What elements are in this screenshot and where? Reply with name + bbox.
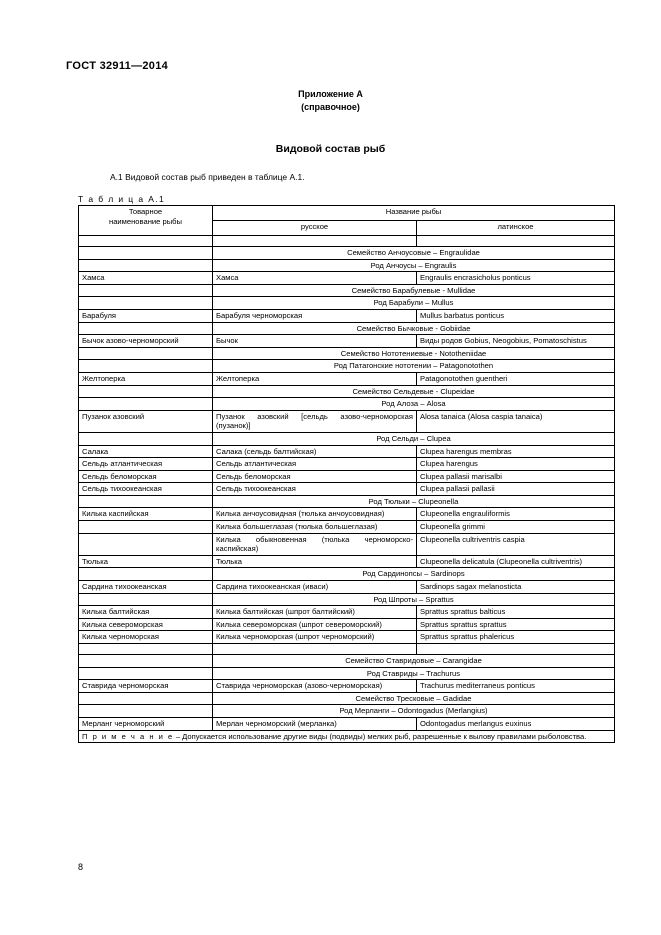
table-row-group (79, 593, 615, 606)
cell-trade-name (79, 322, 213, 335)
table-row (79, 272, 615, 285)
cell-latin-name (417, 644, 615, 655)
header-cell-russian: русское (213, 221, 417, 236)
cell-latin-name: Clupea harengus membras (417, 445, 615, 458)
table-row (79, 717, 615, 730)
table-note-row (79, 730, 615, 743)
cell-trade-name: Бычок азово-черноморский (79, 335, 213, 348)
cell-russian-name: Сельдь беломорская (213, 470, 417, 483)
table-row-group (79, 667, 615, 680)
note-label: П р и м е ч а н и е (82, 731, 174, 741)
header-cell-latin: латинское (417, 221, 615, 236)
cell-latin-name: Clupeonella engrauliformis (417, 508, 615, 521)
cell-genus-group: Род Патагонские нототении – Patagonotothen (213, 360, 615, 373)
page-title: Видовой состав рыб (275, 143, 386, 155)
cell-russian-name: Килька большеглазая (тюлька большеглазая) (213, 521, 417, 534)
table-row-group (79, 284, 615, 297)
cell-russian-name: Килька обыкновенная (тюлька черноморско-каспийская) (213, 533, 417, 555)
cell-trade-name (79, 692, 213, 705)
cell-latin-name: Sardinops sagax melanosticta (417, 581, 615, 594)
cell-latin-name: Patagonotothen guentheri (417, 372, 615, 385)
table-row-group (79, 360, 615, 373)
table-row-group (79, 705, 615, 718)
table-row (79, 680, 615, 693)
cell-latin-name (417, 236, 615, 247)
cell-latin-name: Clupeonella delicatula (Clupeonella cultriventris) (417, 555, 615, 568)
cell-russian-name: Тюлька (213, 555, 417, 568)
intro-paragraph: А.1 Видовой состав рыб приведен в таблице А.1. (110, 172, 305, 182)
cell-trade-name: Барабуля (79, 309, 213, 322)
cell-genus-group: Род Анчоусы – Engraulis (213, 259, 615, 272)
cell-family-group: Семейство Нототениевые - Nototheniidae (213, 347, 615, 360)
table-row (79, 445, 615, 458)
cell-trade-name: Пузанок азовский (79, 410, 213, 432)
table-caption: Т а б л и ц а А.1 (78, 194, 166, 204)
cell-trade-name (79, 705, 213, 718)
cell-russian-name: Килька балтийская (шпрот балтийский) (213, 606, 417, 619)
table-row-group (79, 297, 615, 310)
table-row (79, 458, 615, 471)
cell-trade-name: Желтоперка (79, 372, 213, 385)
table-row (79, 483, 615, 496)
table-row-group (79, 432, 615, 445)
appendix-kind: (справочное) (301, 102, 360, 112)
cell-trade-name: Килька каспийская (79, 508, 213, 521)
header-trade-line2: наименование рыбы (109, 216, 182, 226)
fish-species-table (78, 205, 615, 743)
table-row-group (79, 398, 615, 411)
table-row-group (79, 692, 615, 705)
table-row (79, 335, 615, 348)
cell-trade-name: Тюлька (79, 555, 213, 568)
cell-trade-name (79, 284, 213, 297)
cell-latin-name: Clupeonella grimmi (417, 521, 615, 534)
cell-russian-name: Сельдь тихоокеанская (213, 483, 417, 496)
cell-family-group: Семейство Бычковые - Gobiidae (213, 322, 615, 335)
cell-trade-name (79, 432, 213, 445)
cell-russian-name: Хамса (213, 272, 417, 285)
cell-latin-name: Sprattus sprattus phalericus (417, 631, 615, 644)
cell-russian-name: Килька североморская (шпрот североморский) (213, 618, 417, 631)
cell-genus-group: Род Мерланги – Odontogadus (Merlangius) (213, 705, 615, 718)
cell-trade-name (79, 667, 213, 680)
table-row-group (79, 347, 615, 360)
cell-trade-name (79, 347, 213, 360)
cell-russian-name: Барабуля черноморская (213, 309, 417, 322)
table-row-group (79, 247, 615, 260)
cell-genus-group: Род Ставриды – Trachurus (213, 667, 615, 680)
cell-family-group: Семейство Тресковые – Gadidae (213, 692, 615, 705)
table-row-group (79, 385, 615, 398)
cell-trade-name: Салака (79, 445, 213, 458)
cell-latin-name: Clupea pallasii pallasii (417, 483, 615, 496)
cell-russian-name: Килька анчоусовидная (тюлька анчоусовидная) (213, 508, 417, 521)
cell-russian-name: Ставрида черноморская (азово-черноморская) (213, 680, 417, 693)
table-row (79, 372, 615, 385)
cell-trade-name (79, 593, 213, 606)
table-row (79, 470, 615, 483)
cell-trade-name: Хамса (79, 272, 213, 285)
cell-trade-name (79, 259, 213, 272)
cell-trade-name (79, 655, 213, 668)
cell-family-group: Семейство Анчоусовые – Engraulidae (213, 247, 615, 260)
cell-note (79, 730, 615, 743)
table-row (79, 533, 615, 555)
cell-russian-name: Сельдь атлантическая (213, 458, 417, 471)
table-row (79, 581, 615, 594)
cell-russian-name: Желтоперка (213, 372, 417, 385)
cell-trade-name: Килька балтийская (79, 606, 213, 619)
table-row-group (79, 568, 615, 581)
cell-russian-name: Салака (сельдь балтийская) (213, 445, 417, 458)
cell-trade-name (79, 297, 213, 310)
cell-latin-name: Clupea harengus (417, 458, 615, 471)
cell-latin-name: Alosa tanaica (Alosa caspia tanaica) (417, 410, 615, 432)
cell-russian-name: Мерлан черноморский (мерланка) (213, 717, 417, 730)
header-cell-fish-name: Название рыбы (213, 206, 615, 221)
table-row (79, 644, 615, 655)
cell-latin-name: Mullus barbatus ponticus (417, 309, 615, 322)
table-row (79, 236, 615, 247)
cell-russian-name: Пузанок азовский [сельдь азово-черноморская (пузанок)] (213, 410, 417, 432)
cell-trade-name: Сельдь тихоокеанская (79, 483, 213, 496)
table-header (79, 206, 615, 236)
cell-trade-name (79, 385, 213, 398)
cell-family-group: Семейство Ставридовые – Carangidae (213, 655, 615, 668)
header-trade-line1: Товарное (128, 207, 163, 216)
cell-trade-name: Килька североморская (79, 618, 213, 631)
cell-trade-name (79, 398, 213, 411)
cell-latin-name: Виды родов Gobius, Neogobius, Pomatoschistus (417, 335, 615, 348)
cell-genus-group: Род Сельди – Clupea (213, 432, 615, 445)
appendix-label: Приложение А (298, 89, 363, 99)
table-body (79, 236, 615, 743)
cell-family-group: Семейство Барабулевые - Mullidae (213, 284, 615, 297)
cell-genus-group: Род Сардинопсы – Sardinops (213, 568, 615, 581)
cell-trade-name (79, 568, 213, 581)
cell-latin-name: Odontogadus merlangus euxinus (417, 717, 615, 730)
table-row (79, 521, 615, 534)
cell-trade-name (79, 644, 213, 655)
cell-genus-group: Род Алоза – Alosa (213, 398, 615, 411)
header-cell-trade-name (79, 206, 213, 236)
cell-genus-group: Род Шпроты – Sprattus (213, 593, 615, 606)
table-row-group (79, 322, 615, 335)
table-row-group (79, 259, 615, 272)
table-row (79, 555, 615, 568)
cell-trade-name (79, 533, 213, 555)
cell-latin-name: Clupea pallasii marisalbi (417, 470, 615, 483)
cell-trade-name: Сардина тихоокеанская (79, 581, 213, 594)
cell-trade-name (79, 495, 213, 508)
table-row-group (79, 655, 615, 668)
cell-latin-name: Clupeonella cultriventris caspia (417, 533, 615, 555)
cell-trade-name: Сельдь беломорская (79, 470, 213, 483)
cell-russian-name (213, 644, 417, 655)
cell-russian-name: Сардина тихоокеанская (иваси) (213, 581, 417, 594)
cell-latin-name: Sprattus sprattus sprattus (417, 618, 615, 631)
cell-family-group: Семейство Сельдевые - Clupeidae (213, 385, 615, 398)
cell-trade-name: Ставрида черноморская (79, 680, 213, 693)
cell-trade-name (79, 236, 213, 247)
cell-trade-name: Мерланг черноморский (79, 717, 213, 730)
cell-trade-name (79, 521, 213, 534)
table-row (79, 618, 615, 631)
appendix-heading (0, 88, 661, 114)
cell-trade-name (79, 247, 213, 260)
table-row (79, 410, 615, 432)
cell-trade-name (79, 360, 213, 373)
cell-russian-name: Бычок (213, 335, 417, 348)
table-row-group (79, 495, 615, 508)
table-row (79, 606, 615, 619)
cell-genus-group: Род Барабули – Mullus (213, 297, 615, 310)
cell-russian-name (213, 236, 417, 247)
standard-code: ГОСТ 32911—2014 (66, 60, 169, 72)
table-row (79, 631, 615, 644)
table-row (79, 508, 615, 521)
cell-latin-name: Engraulis encrasicholus ponticus (417, 272, 615, 285)
cell-latin-name: Trachurus mediterraneus ponticus (417, 680, 615, 693)
cell-latin-name: Sprattus sprattus balticus (417, 606, 615, 619)
cell-trade-name: Сельдь атлантическая (79, 458, 213, 471)
note-text: – Допускается использование другие виды (подвиды) мелких рыб, разрешенные к вылову правилами рыболовства. (173, 731, 587, 741)
table-row (79, 309, 615, 322)
cell-genus-group: Род Тюльки – Clupeonella (213, 495, 615, 508)
cell-trade-name: Килька черноморская (79, 631, 213, 644)
cell-russian-name: Килька черноморская (шпрот черноморский) (213, 631, 417, 644)
page-number: 8 (78, 862, 84, 872)
